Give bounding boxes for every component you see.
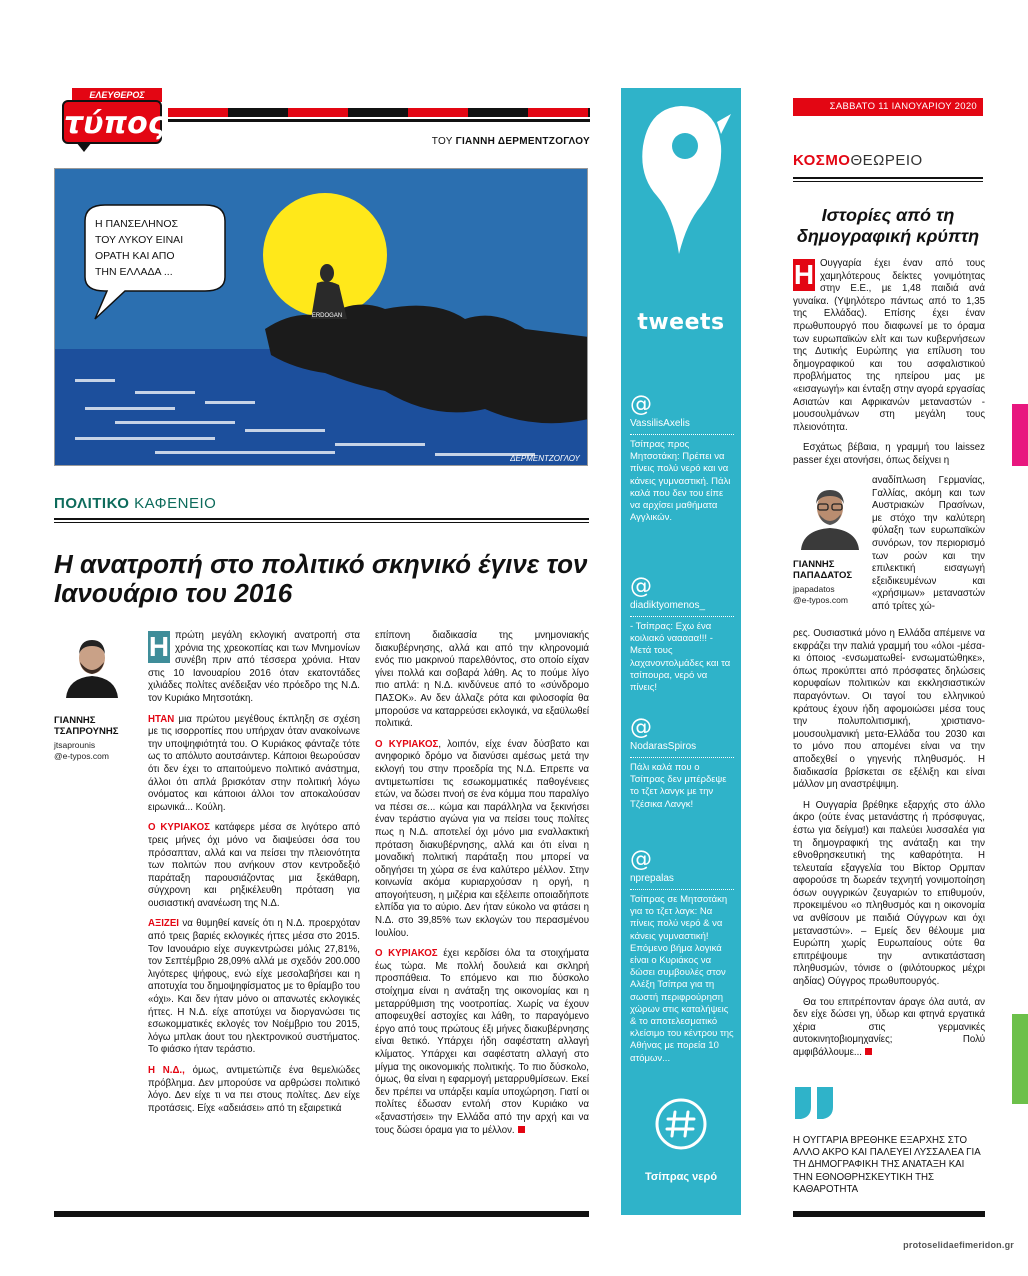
dropcap: Η [793,259,815,290]
article-paragraph: αναδίπλωση Γερμανίας, Γαλλίας, ακόμη και των Αυστριακών Πρασίνων, με στόχο την καλύτερη φύλαξη των ευρωπαϊκών συνόρων, τον περιορισμό των ροών και την επιλεκτική εισαγωγή εξειδικευμένων και «χρήσιμων» μεταναστών από τρίτες χώ- [872,475,985,612]
article-paragraph: ΑΞΙΖΕΙ να θυμηθεί κανείς ότι η Ν.Δ. προερχόταν από τρεις βαριές εκλογικές ήττες μέσα στο 2015. Τον Ιανουάριο είχε συγκεντρώσει μόλις 27,81%, τον Σεπτέμβριο 28,09% αλλά με σχεδόν 200.000 λιγότερες ψήφους, ενώ είχε μεσολαβήσει και η αποτυχία του δημοψηφίσματος με το θρίαμβο του «όχι». Και δεν ήταν μόνο οι απανωτές εκλογικές ήττες. Η Ν.Δ. είχε αποτύχει να διοργανώσει τις εσωκομματικές εκλογές τον Νοέμβριο του 2015, λόγω μπλακ άουτ του ηλεκτρονικού συστήματος. Το φιάσκο ήταν τεράστιο. [148,918,360,1056]
article-headline-right: Ιστορίες από τη δημογραφική κρύπτη [796,205,980,246]
hashtag-icon [655,1098,707,1150]
page-bottom-rule [54,1211,589,1217]
section-rule [54,518,589,520]
page-bottom-rule [793,1211,985,1217]
article-paragraph: ΗΤΑΝ μια πρώτου μεγέθους έκπληξη σε σχέση με τις ισορροπίες που υπήρχαν όταν ανακοίνωνε την υποψηφιότητά του. Ο Κυριάκος φάνταζε τότε ως το απόλυτο αουτσάιντερ. Κάποιοι θεωρούσαν ότι δεν έχει το απαιτούμενο πολιτικό ανάστημα, άλλοι ότι απλά βρισκόταν στην πολιτική λόγω ονόματος και κάποιοι άλλοι τον αποκαλούσαν ειρωνικά... Κούλη. [148,713,360,813]
author-name-right [793,559,852,581]
author-contact-right [793,584,848,606]
logo-small-text: ΕΛΕΥΘΕΡΟΣ [72,88,162,102]
tweets-title: tweets [637,310,725,335]
right-column-bottom [793,628,985,1068]
author-name [54,715,118,737]
section-rule-thin [793,181,983,182]
end-mark-icon [518,1126,525,1133]
author-first-name: ΓΙΑΝΝΗΣ [54,715,96,726]
cartoon-signature: ΔΕΡΜΕΝΤΖΟΓΛΟΥ [510,454,580,463]
author-handle[interactable]: jtsaprounis [54,740,96,750]
section-bold: ΠΟΛΙΤΙΚΟ [54,495,130,512]
article-paragraph: Εσχάτως βέβαια, η γραμμή του laissez passer έχει ατονήσει, όπως δείχνει η [793,442,985,466]
column-byline [432,136,590,147]
author-last-name: ΤΣΑΠΡΟΥΝΗΣ [54,726,119,737]
end-mark-icon [865,1048,872,1055]
figure-label: ERDOGAN [311,313,343,319]
author-photo [62,632,122,698]
author-last-name: ΠΑΠΑΔΑΤΟΣ [793,570,853,581]
tweet-text: - Τσίπρας: Εχω ένα κοιλιακό νααααα!!! - Μετά τους λαχανοντολμάδες και τα τσίπουρα, νερό να πίνεις! [630,621,731,694]
article-paragraph: ρες. Ουσιαστικά μόνο η Ελλάδα απέμεινε να εκφράζει την παλιά γραμμή του «όλοι -μέσα- κι όποιος -ενσωματωθεί- ενσωματώθηκε», όπως προκύπτει από πρόσφατες δηλώσεις κορυφαίων πολιτικών και εκκλησιαστικών παραγόντων. Οι ταγοί του ελληνικού κράτους έχουν ήδη αφομοιώσει μέσα τους την πολυπολιτισμική, χριστιανο-μουσουλμανική μετα-Ελλάδα του 2030 και το μόνο που απομένει είναι να την αποδεχθεί ο γηγενής πληθυσμός. Η διαδικασία βρίσκεται σε εξέλιξη και είναι μάλλον μη αναστρέψιμη. [793,628,985,791]
logo-main-text: τύπος [62,100,162,144]
article-paragraph: Η Ουγγαρία βρέθηκε εξαρχής στο άλλο άκρο (ούτε ένας μετανάστης ή πρόσφυγας, έστω για δείγμα!) και παλεύει λυσσαλέα για τη δημογραφική της ανάταξη και την εθνοθρησκευτική της καθαρότητα. Η τελευταία εξαγγελία του Βίκτορ Ορμπαν αφορούσε τη δωρεάν τεχνητή γονιμοποίηση όσων ουγγρικών ζευγαριών το επιθυμούν, προκειμένου «ο πληθυσμός και η οικονομία να ανθίσουν με παιδιά Ούγγρων και όχι μεταναστών». – Εμείς δεν θέλουμε μια Ευρώπη χωρίς Ευρωπαίους ούτε θα επιτρέψουμε την αντικατάσταση πληθυσμών, τόνισε ο (φιλότουρκος μέχρι αηδίας) Ούγγρος πρωθυπουργός. [793,799,985,988]
tweet-handle[interactable]: VassilisAxelis [630,417,734,435]
at-icon: @ [630,392,652,417]
page-edge-tab-pink [1012,404,1028,466]
author-photo-right [797,480,863,550]
section-bold: ΚΟΣΜΟ [793,152,851,169]
section-label-right [793,152,923,169]
article-paragraph: επίπονη διαδικασία της μνημονιακής διακυβέρνησης, αλλά και από την κληρονομιά ενός πιο μακρινού παρελθόντος, στο οποίο είχαν γίνει πολλά και σοβαρά λάθη. Ας το πούμε λίγο πιο απλά: η Ν.Δ. κινδύνευε από το «σύνδρομο ΠΑΣΟΚ». Αν δεν άλλαζε ρότα και φιλοσοφία θα μπορούσε να καταρρεύσει εκλογικά, να εξαϋλωθεί πολιτικά. [375,630,589,730]
speech-line: ΤΟΥ ΛΥΚΟΥ ΕΙΝΑΙ [95,234,184,246]
section-light: ΚΑΦΕΝΕΙΟ [134,495,217,512]
masthead [54,86,590,156]
political-cartoon [54,168,588,466]
speech-line: ΤΗΝ ΕΛΛΑΔΑ ... [95,266,173,278]
article-headline: Η ανατροπή στο πολιτικό σκηνικό έγινε τον Ιανουάριο του 2016 [54,549,588,608]
tweet-item[interactable] [630,575,734,694]
article-paragraph: Θα του επιτρέπονταν άραγε όλα αυτά, αν δεν είχε δώσει γη, ύδωρ και φτηνά εργατικά χέρια στις γερμανικές αυτοκινητοβιομηχανίες; Πολύ αμφιβάλλουμε... [793,996,985,1058]
hashtag-label[interactable]: Τσίπρας νερό [644,1171,718,1183]
author-email[interactable]: @e-typos.com [54,751,109,761]
tweet-handle[interactable]: diadiktyomenos_ [630,599,734,617]
tweet-item[interactable] [630,848,734,1065]
eleftheros-typos-logo[interactable] [54,86,166,152]
byline-prefix: ΤΟΥ [431,136,453,147]
article-column-2 [375,630,589,1145]
tweets-column [621,88,741,1215]
section-rule-thin [54,522,589,523]
article-paragraph: Ο ΚΥΡΙΑΚΟΣ έχει κερδίσει όλα τα στοιχήματα έως τώρα. Με πολλή δουλειά και σκληρή προσπάθεια. Το επόμενο και πιο δύσκολο στοίχημα είναι η ανάταξη της οικονομίας και η μεταρρύθμιση της νοοτροπίας. Χωρίς να έχουν αποφευχθεί αστοχίες και λάθη, το παραγόμενο έργο από τους πρώτους έξι μήνες διακυβέρνησης είναι θετικό. Υπάρχει ήδη σαφέστατη αλλαγή κλίματος. Υπάρχει και σαφέστατη αλλαγή στο μίγμα της οικονομικής πολιτικής. Το πιο δύσκολο, όμως, θα είναι η εφαρμογή μεταρρυθμίσεων. Εκεί δεν πρέπει να υπάρξει καμία υποχώρηση. Γιατί οι πολίτες έδωσαν εντολή στον Κυριάκο να «ξαναστήσει» την Ελλάδα από την αρχή και να τους δώσει όραμα για το μέλλον. [375,948,589,1136]
watermark: protoselidaefimeridon.gr [903,1240,1014,1250]
article-paragraph: Ο ΚΥΡΙΑΚΟΣ κατάφερε μέσα σε λιγότερο από τρεις μήνες όχι μόνο να διαψεύσει όσα του πρόσαπταν, αλλά και να πείσει την πλειονότητα των πολιτών που ανήκουν στον κεντροδεξιό παράταξη παρουσιάζοντας μια ξεκάθαρη, σύγχρονη και ρηξικέλευθη πρόταση για ουσιαστική ανανέωση της Ν.Δ. [148,822,361,909]
tweet-item[interactable] [630,716,734,811]
section-light: ΘΕΩΡΕΙΟ [850,152,923,169]
section-label [54,495,216,512]
quote-icon [793,1085,837,1121]
right-column-top [793,258,985,468]
byline-name: ΓΙΑΝΝΗ ΔΕΡΜΕΝΤΖΟΓΛΟΥ [455,136,590,147]
at-icon: @ [630,715,652,740]
tweet-handle[interactable]: NodarasSpiros [630,740,734,758]
right-column-wrap [872,475,985,614]
author-email[interactable]: @e-typos.com [793,595,848,605]
tweet-item[interactable] [630,393,734,524]
article-column-1 [148,630,360,1123]
masthead-stripe [168,108,590,117]
at-icon: @ [630,574,652,599]
article-paragraph: Η πρώτη μεγάλη εκλογική ανατροπή στα χρόνια της χρεοκοπίας και των Μνημονίων συνέβη πριν από τέσσερα χρόνια. Ηταν στις 10 Ιανουαρίου 2016 όταν εκατοντάδες χιλιάδες πολίτες ανέδειξαν νέο πρόεδρο της Ν.Δ. τον Κυριάκο Μητσοτάκη. [148,630,360,704]
article-paragraph: Ο ΚΥΡΙΑΚΟΣ, λοιπόν, είχε έναν δύσβατο και ανηφορικό δρόμο να διανύσει αμέσως μετά την εκλογή του στην προεδρία της Ν.Δ. Επρεπε να αντιμετωπίσει τις εσωκομματικές παθογένειες ετών, να δώσει πνοή σε ένα κόμμα που παραλίγο να πέσει σε... κώμα και παράλληλα να ξεκινήσει έναν τεράστιο αγώνα για να πείσει τους πολίτες πως η Ν.Δ. αποτελεί όχι μόνο μια εναλλακτική πρόταση διακυβέρνησης, αλλά και ότι είναι η μοναδική πολιτική παράταξη που μπορεί να οδηγήσει τη χώρα σε ένα καλύτερο μέλλον. Στην κοινωνία ακόμα κυριαρχούσαν η οργή, η απογοήτευση, η μιζέρια και εξέλειπε οποιαδήποτε ελπίδα για το αύριο. Δεν ήταν εύκολο να φτάσει η Ν.Δ. στο 39,85% των εκλογών του περασμένου Ιουλίου. [375,738,590,939]
dropcap: Η [148,631,170,662]
pull-quote: Η ΟΥΓΓΑΡΙΑ ΒΡΕΘΗΚΕ ΕΞΑΡΧΗΣ ΣΤΟ ΑΛΛΟ ΑΚΡΟ ΚΑΙ ΠΑΛΕΥΕΙ ΛΥΣΣΑΛΕΑ ΓΙΑ ΤΗ ΔΗΜΟΓΡΑΦΙΚΗ ΤΗΣ ΑΝΑΤΑΞΗ ΚΑΙ ΤΗΝ ΕΘΝΟΘΡΗΣΚΕΥΤΙΚΗ ΤΗΣ ΚΑΘΑΡΟΤΗΤΑ [793,1135,981,1195]
masthead-rule [168,119,590,122]
logo-bubble-tail [76,142,92,152]
bird-icon [629,94,733,304]
article-paragraph: Η Ουγγαρία έχει έναν από τους χαμηλότερους δείκτες γονιμότητας στην Ε.Ε., με 1,48 παιδιά ανά γυναίκα. (Υψηλότερο πάντως από το 1,35 της Ελλάδας). Επίσης έχει έναν πρωθυπουργό που διαφωνεί με το όραμα των ευρωπαϊκών ελίτ και των κυβερνήσεων της Δυτικής Ευρώπης για επίλυση του δημογραφικού και του ασφαλιστικού προβλήματος της ηπείρου μας με «εισαγωγή» και ένταξη στην αγορά εργασίας Ασιατών και Αφρικανών μεταναστών - μουσουλμάνων στη μεγάλη τους πλειονότητα. [793,258,985,433]
speech-line: Η ΠΑΝΣΕΛΗΝΟΣ [95,218,179,230]
section-rule [793,177,983,179]
page-edge-tab-green [1012,1014,1028,1104]
speech-line: ΟΡΑΤΗ ΚΑΙ ΑΠΟ [95,250,175,262]
at-icon: @ [630,847,652,872]
cartoon-illustration [55,169,588,466]
author-first-name: ΓΙΑΝΝΗΣ [793,559,835,570]
tweet-text: Πάλι καλά που ο Τσίπρας δεν μπέρδεψε το τζετ λανγκ με την Τζέσικα Λανγκ! [630,762,727,810]
author-handle[interactable]: jpapadatos [793,584,835,594]
tweet-handle[interactable]: nprepalas [630,872,734,890]
date-bar: ΣΑΒΒΑΤΟ 11 ΙΑΝΟΥΑΡΙΟΥ 2020 [793,98,983,116]
article-paragraph: Η Ν.Δ., όμως, αντιμετώπιζε ένα θεμελιώδες πρόβλημα. Δεν μπορούσε να αρθρώσει πολιτικό λόγο. Δεν είχε τι να πει στους πολίτες. Δεν είχε προτάσεις. Είχε «αδειάσει» από τη εξαιρετικά [148,1065,360,1114]
author-contact [54,740,109,762]
tweet-text: Τσίπρας προς Μητσοτάκη: Πρέπει να πίνεις πολύ νερό και να κάνεις γυμναστική. Πάλι καλά που δεν του είπε να αρχίσει μαθήματα Αγγλικών. [630,439,731,524]
tweet-text: Τσίπρας σε Μητσοτάκη για το τζετ λαγκ: Να πίνεις πολύ νερό & να κάνεις γυμναστική! Επόμενο βήμα λογικά είναι ο Κυριάκος να δώσει συμβουλές στον Αλέξη Τσίπρα για τη σωστή περιφρούρηση χώρων στις καταλήψεις & το αποτελεσματικό κλείσιμο του κέντρου της Αθήνας με πορεία 10 ατόμων... [630,894,734,1064]
